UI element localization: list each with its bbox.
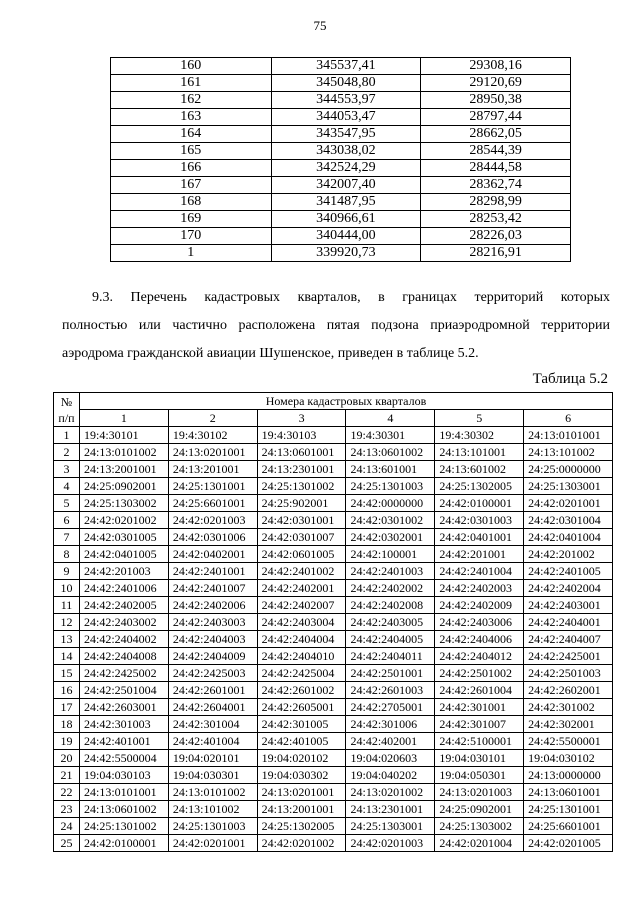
cadastral-number-cell: 24:42:0301006	[168, 529, 257, 546]
cadastral-number-cell: 19:04:030301	[168, 767, 257, 784]
cadastral-number-cell: 24:42:2403004	[257, 614, 346, 631]
cadastral-number-cell: 19:4:30103	[257, 427, 346, 444]
table-row	[54, 835, 613, 852]
cadastral-number-cell: 24:42:2401004	[435, 563, 524, 580]
cadastral-number-cell: 24:42:401004	[168, 733, 257, 750]
cadastral-number-cell: 24:42:2401002	[257, 563, 346, 580]
cadastral-number-cell: 24:13:0601002	[346, 444, 435, 461]
cadastral-number-cell: 24:42:2402005	[80, 597, 169, 614]
table-cell: 28253,42	[421, 211, 571, 228]
cadastral-number-cell: 24:42:2601004	[435, 682, 524, 699]
table-row	[54, 495, 613, 512]
paragraph-line: аэродрома гражданской авиации Шушенское, приведен в таблице 5.2.	[62, 346, 479, 361]
table-row	[54, 444, 613, 461]
cadastral-number-cell: 24:42:2401006	[80, 580, 169, 597]
cadastral-number-cell: 24:42:2501004	[80, 682, 169, 699]
cadastral-number-cell: 24:42:5500001	[524, 733, 613, 750]
row-number: 25	[54, 835, 80, 852]
cadastral-number-cell: 24:42:301003	[80, 716, 169, 733]
cadastral-number-cell: 19:04:020603	[346, 750, 435, 767]
column-number: 5	[435, 410, 524, 427]
table-row	[111, 75, 571, 92]
table-cell: 164	[111, 126, 272, 143]
cadastral-number-cell: 24:42:2401007	[168, 580, 257, 597]
cadastral-number-cell: 19:04:030101	[435, 750, 524, 767]
table-row	[54, 784, 613, 801]
cadastral-number-cell: 24:13:0201002	[346, 784, 435, 801]
cadastral-number-cell: 24:42:0201005	[524, 835, 613, 852]
cadastral-number-cell: 24:42:2425003	[168, 665, 257, 682]
cadastral-number-cell: 24:42:2402004	[524, 580, 613, 597]
cadastral-number-cell: 24:25:1301002	[257, 478, 346, 495]
cadastral-number-cell: 24:42:2404001	[524, 614, 613, 631]
cadastral-number-cell: 24:42:5100001	[435, 733, 524, 750]
cadastral-number-cell: 24:13:2301001	[257, 461, 346, 478]
cadastral-number-cell: 24:42:0201002	[257, 835, 346, 852]
cadastral-number-cell: 24:42:2404003	[168, 631, 257, 648]
cadastral-number-cell: 24:42:0301001	[257, 512, 346, 529]
cadastral-number-cell: 24:25:1303002	[80, 495, 169, 512]
row-number: 8	[54, 546, 80, 563]
cadastral-number-cell: 24:42:301004	[168, 716, 257, 733]
cadastral-number-cell: 19:04:040202	[346, 767, 435, 784]
cadastral-number-cell: 24:42:2501001	[346, 665, 435, 682]
cadastral-number-cell: 24:42:2404006	[435, 631, 524, 648]
cadastral-number-cell: 24:13:0201003	[435, 784, 524, 801]
cadastral-number-cell: 24:42:301001	[435, 699, 524, 716]
cadastral-number-cell: 24:25:0000000	[524, 461, 613, 478]
cadastral-number-cell: 24:42:2404004	[257, 631, 346, 648]
table-cell: 167	[111, 177, 272, 194]
table-row	[54, 563, 613, 580]
cadastral-number-cell: 24:13:0601001	[524, 784, 613, 801]
cadastral-number-cell: 24:42:0201003	[168, 512, 257, 529]
cadastral-number-cell: 24:25:1302005	[257, 818, 346, 835]
column-number: 6	[524, 410, 613, 427]
table-cell: 339920,73	[271, 245, 421, 262]
cadastral-number-cell: 24:42:0401005	[80, 546, 169, 563]
table-cell: 28544,39	[421, 143, 571, 160]
row-number: 19	[54, 733, 80, 750]
table-row	[111, 177, 571, 194]
cadastral-number-cell: 24:42:401001	[80, 733, 169, 750]
cadastral-number-cell: 24:42:2401003	[346, 563, 435, 580]
cadastral-number-cell: 24:13:101001	[435, 444, 524, 461]
table-cell: 29120,69	[421, 75, 571, 92]
cadastral-number-cell: 24:25:1301001	[524, 801, 613, 818]
table-row	[111, 109, 571, 126]
table-cell: 163	[111, 109, 272, 126]
cadastral-number-cell: 24:13:0101002	[80, 444, 169, 461]
table-row	[111, 143, 571, 160]
table-row	[111, 58, 571, 75]
cadastral-number-cell: 19:04:030103	[80, 767, 169, 784]
cadastral-number-cell: 24:42:302001	[524, 716, 613, 733]
cadastral-number-cell: 24:13:0101002	[168, 784, 257, 801]
table-cell: 166	[111, 160, 272, 177]
row-number: 9	[54, 563, 80, 580]
cadastral-number-cell: 24:42:2402003	[435, 580, 524, 597]
table-cell: 28797,44	[421, 109, 571, 126]
cadastral-number-cell: 24:42:0301007	[257, 529, 346, 546]
table-row	[54, 546, 613, 563]
cadastral-number-cell: 24:13:101002	[524, 444, 613, 461]
table-cell: 28444,58	[421, 160, 571, 177]
cadastral-number-cell: 24:42:2603001	[80, 699, 169, 716]
row-number: 6	[54, 512, 80, 529]
cadastral-number-cell: 24:42:2601001	[168, 682, 257, 699]
row-number: 11	[54, 597, 80, 614]
cadastral-number-cell: 24:42:402001	[346, 733, 435, 750]
cadastral-number-cell: 24:42:2602001	[524, 682, 613, 699]
cadastral-number-cell: 24:42:2604001	[168, 699, 257, 716]
cadastral-number-cell: 24:42:0201001	[524, 495, 613, 512]
coordinates-table	[110, 57, 571, 262]
row-number: 14	[54, 648, 80, 665]
header-no-symbol: №	[60, 394, 73, 409]
cadastral-number-cell: 24:42:0301002	[346, 512, 435, 529]
table-row	[54, 597, 613, 614]
cadastral-number-cell: 24:42:2403005	[346, 614, 435, 631]
cadastral-number-cell: 24:42:0000000	[346, 495, 435, 512]
cadastral-number-cell: 24:13:0601001	[257, 444, 346, 461]
cadastral-number-cell: 24:13:2001001	[80, 461, 169, 478]
cadastral-number-cell: 24:42:2403001	[524, 597, 613, 614]
cadastral-number-cell: 24:25:1301003	[168, 818, 257, 835]
row-number: 13	[54, 631, 80, 648]
table-row	[111, 92, 571, 109]
cadastral-number-cell: 24:42:2605001	[257, 699, 346, 716]
column-number: 3	[257, 410, 346, 427]
cadastral-number-cell: 19:04:030102	[524, 750, 613, 767]
row-number: 2	[54, 444, 80, 461]
table-cell: 28226,03	[421, 228, 571, 245]
column-number: 2	[168, 410, 257, 427]
cadastral-number-cell: 24:42:5500004	[80, 750, 169, 767]
cadastral-number-cell: 24:25:902001	[257, 495, 346, 512]
cadastral-number-cell: 24:13:2301001	[346, 801, 435, 818]
cadastral-number-cell: 24:42:0201004	[435, 835, 524, 852]
table-row	[54, 529, 613, 546]
cadastral-number-cell: 24:42:2501003	[524, 665, 613, 682]
table-cell: 168	[111, 194, 272, 211]
cadastral-number-cell: 24:42:2404002	[80, 631, 169, 648]
cadastral-number-cell: 24:42:2404008	[80, 648, 169, 665]
table-row	[54, 512, 613, 529]
cadastral-number-cell: 24:42:0201002	[80, 512, 169, 529]
cadastral-number-cell: 24:13:0201001	[168, 444, 257, 461]
cadastral-number-cell: 24:13:0101001	[524, 427, 613, 444]
cadastral-number-cell: 24:42:0601005	[257, 546, 346, 563]
cadastral-number-cell: 24:25:1301001	[168, 478, 257, 495]
table-cell: 170	[111, 228, 272, 245]
table-cell: 344053,47	[271, 109, 421, 126]
row-number: 12	[54, 614, 80, 631]
cadastral-number-cell: 19:4:30102	[168, 427, 257, 444]
header-row-number	[54, 393, 80, 427]
table-row	[54, 699, 613, 716]
table-row	[54, 648, 613, 665]
table-caption: Таблица 5.2	[532, 371, 608, 387]
cadastral-number-cell: 24:13:0201001	[257, 784, 346, 801]
row-number: 24	[54, 818, 80, 835]
cadastral-number-cell: 24:13:0601002	[80, 801, 169, 818]
table-cell: 165	[111, 143, 272, 160]
table-cell: 340966,61	[271, 211, 421, 228]
cadastral-number-cell: 24:42:401005	[257, 733, 346, 750]
table-cell: 1	[111, 245, 272, 262]
table-row	[54, 461, 613, 478]
table-cell: 340444,00	[271, 228, 421, 245]
column-number: 4	[346, 410, 435, 427]
cadastral-number-cell: 24:25:1303002	[435, 818, 524, 835]
cadastral-number-cell: 24:42:0301005	[80, 529, 169, 546]
table-row	[54, 478, 613, 495]
table-cell: 162	[111, 92, 272, 109]
cadastral-number-cell: 24:42:2402009	[435, 597, 524, 614]
page-number: 75	[313, 18, 327, 33]
table-row	[111, 211, 571, 228]
table-row	[54, 631, 613, 648]
cadastral-number-cell: 24:42:2402001	[257, 580, 346, 597]
cadastral-number-cell: 24:42:2404010	[257, 648, 346, 665]
table-row	[54, 665, 613, 682]
cadastral-number-cell: 24:25:0902001	[80, 478, 169, 495]
row-number: 17	[54, 699, 80, 716]
cadastral-number-cell: 24:42:0402001	[168, 546, 257, 563]
table-cell: 28298,99	[421, 194, 571, 211]
cadastral-number-cell: 24:13:0000000	[524, 767, 613, 784]
cadastral-number-cell: 24:42:2401005	[524, 563, 613, 580]
cadastral-number-cell: 19:4:30101	[80, 427, 169, 444]
cadastral-number-cell: 24:42:0201003	[346, 835, 435, 852]
cadastral-number-cell: 24:42:2501002	[435, 665, 524, 682]
cadastral-number-cell: 24:42:0301003	[435, 512, 524, 529]
cadastral-number-cell: 24:13:601002	[435, 461, 524, 478]
cadastral-number-cell: 19:04:050301	[435, 767, 524, 784]
cadastral-number-cell: 24:25:0902001	[435, 801, 524, 818]
cadastral-number-cell: 24:42:2403003	[168, 614, 257, 631]
table-row	[111, 245, 571, 262]
table-row	[54, 733, 613, 750]
row-number: 18	[54, 716, 80, 733]
row-number: 16	[54, 682, 80, 699]
table-row	[111, 126, 571, 143]
table-cell: 343547,95	[271, 126, 421, 143]
table-cell: 345048,80	[271, 75, 421, 92]
cadastral-number-cell: 24:42:2404007	[524, 631, 613, 648]
table-cell: 160	[111, 58, 272, 75]
cadastral-number-cell: 24:42:2401001	[168, 563, 257, 580]
row-number: 5	[54, 495, 80, 512]
cadastral-number-cell: 24:42:2403006	[435, 614, 524, 631]
cadastral-number-cell: 24:25:6601001	[524, 818, 613, 835]
cadastral-number-cell: 24:42:2402002	[346, 580, 435, 597]
cadastral-number-cell: 24:42:2404011	[346, 648, 435, 665]
table-row	[111, 160, 571, 177]
table-row	[54, 801, 613, 818]
cadastral-number-cell: 24:42:2403002	[80, 614, 169, 631]
table-row	[54, 427, 613, 444]
row-number: 23	[54, 801, 80, 818]
cadastral-number-cell: 24:13:101002	[168, 801, 257, 818]
cadastral-number-cell: 19:04:020102	[257, 750, 346, 767]
table-row	[111, 228, 571, 245]
row-number: 21	[54, 767, 80, 784]
row-number: 20	[54, 750, 80, 767]
paragraph-9-3	[62, 284, 610, 368]
cadastral-number-cell: 24:42:2402008	[346, 597, 435, 614]
row-number: 22	[54, 784, 80, 801]
cadastral-number-cell: 24:42:0401001	[435, 529, 524, 546]
cadastral-number-cell: 24:25:1302005	[435, 478, 524, 495]
cadastral-number-cell: 24:42:2601003	[346, 682, 435, 699]
row-number: 7	[54, 529, 80, 546]
cadastral-number-cell: 24:42:301002	[524, 699, 613, 716]
cadastral-number-cell: 24:25:6601001	[168, 495, 257, 512]
table-cell: 345537,41	[271, 58, 421, 75]
cadastral-number-cell: 24:25:1303001	[346, 818, 435, 835]
table-cell: 29308,16	[421, 58, 571, 75]
row-number: 10	[54, 580, 80, 597]
cadastral-number-cell: 24:42:0401004	[524, 529, 613, 546]
table-cell: 341487,95	[271, 194, 421, 211]
cadastral-number-cell: 24:42:201001	[435, 546, 524, 563]
cadastral-number-cell: 24:42:301005	[257, 716, 346, 733]
table-cell: 28950,38	[421, 92, 571, 109]
cadastral-number-cell: 24:13:0101001	[80, 784, 169, 801]
cadastral-number-cell: 24:42:201003	[80, 563, 169, 580]
cadastral-number-cell: 24:42:0100001	[80, 835, 169, 852]
cadastral-number-cell: 24:42:2402006	[168, 597, 257, 614]
table-cell: 343038,02	[271, 143, 421, 160]
table-row	[54, 614, 613, 631]
cadastral-number-cell: 24:13:601001	[346, 461, 435, 478]
column-number: 1	[80, 410, 169, 427]
table-row	[54, 682, 613, 699]
cadastral-number-cell: 19:04:030302	[257, 767, 346, 784]
cadastral-number-cell: 24:42:100001	[346, 546, 435, 563]
table-row	[54, 767, 613, 784]
cadastral-number-cell: 19:4:30301	[346, 427, 435, 444]
row-number: 15	[54, 665, 80, 682]
table-cell: 28362,74	[421, 177, 571, 194]
cadastral-number-cell: 24:42:2404009	[168, 648, 257, 665]
cadastral-number-cell: 24:42:2404012	[435, 648, 524, 665]
cadastral-number-cell: 24:42:0301004	[524, 512, 613, 529]
cadastral-number-cell: 24:42:2705001	[346, 699, 435, 716]
cadastral-number-cell: 24:25:1301002	[80, 818, 169, 835]
cadastral-number-cell: 24:42:2601002	[257, 682, 346, 699]
paragraph-line: полностью или частично расположена пятая подзона приаэродромной территории	[62, 318, 610, 333]
table-row	[54, 580, 613, 597]
cadastral-number-cell: 24:42:0100001	[435, 495, 524, 512]
paragraph-line: 9.3. Перечень кадастровых кварталов, в границах территорий которых	[92, 290, 610, 305]
row-number: 1	[54, 427, 80, 444]
table-cell: 169	[111, 211, 272, 228]
cadastral-number-cell: 24:25:1301003	[346, 478, 435, 495]
cadastral-number-cell: 24:42:301006	[346, 716, 435, 733]
header-group: Номера кадастровых кварталов	[80, 393, 613, 410]
table-row	[54, 716, 613, 733]
row-number: 4	[54, 478, 80, 495]
table-cell: 342524,29	[271, 160, 421, 177]
table-row	[54, 818, 613, 835]
cadastral-number-cell: 24:42:2425002	[80, 665, 169, 682]
cadastral-number-cell: 24:13:2001001	[257, 801, 346, 818]
table-cell: 344553,97	[271, 92, 421, 109]
cadastral-number-cell: 19:04:020101	[168, 750, 257, 767]
cadastral-quarters-table	[53, 392, 613, 852]
cadastral-number-cell: 24:42:2404005	[346, 631, 435, 648]
table-cell: 28216,91	[421, 245, 571, 262]
cadastral-number-cell: 24:13:201001	[168, 461, 257, 478]
cadastral-number-cell: 24:42:2425004	[257, 665, 346, 682]
cadastral-number-cell: 19:4:30302	[435, 427, 524, 444]
table-cell: 342007,40	[271, 177, 421, 194]
table-row	[111, 194, 571, 211]
header-no-abbr: п/п	[58, 410, 75, 425]
cadastral-number-cell: 24:42:2425001	[524, 648, 613, 665]
cadastral-number-cell: 24:42:201002	[524, 546, 613, 563]
table-row	[54, 750, 613, 767]
cadastral-number-cell: 24:25:1303001	[524, 478, 613, 495]
table-cell: 161	[111, 75, 272, 92]
cadastral-number-cell: 24:42:0302001	[346, 529, 435, 546]
row-number: 3	[54, 461, 80, 478]
table-cell: 28662,05	[421, 126, 571, 143]
cadastral-number-cell: 24:42:0201001	[168, 835, 257, 852]
cadastral-number-cell: 24:42:301007	[435, 716, 524, 733]
cadastral-number-cell: 24:42:2402007	[257, 597, 346, 614]
